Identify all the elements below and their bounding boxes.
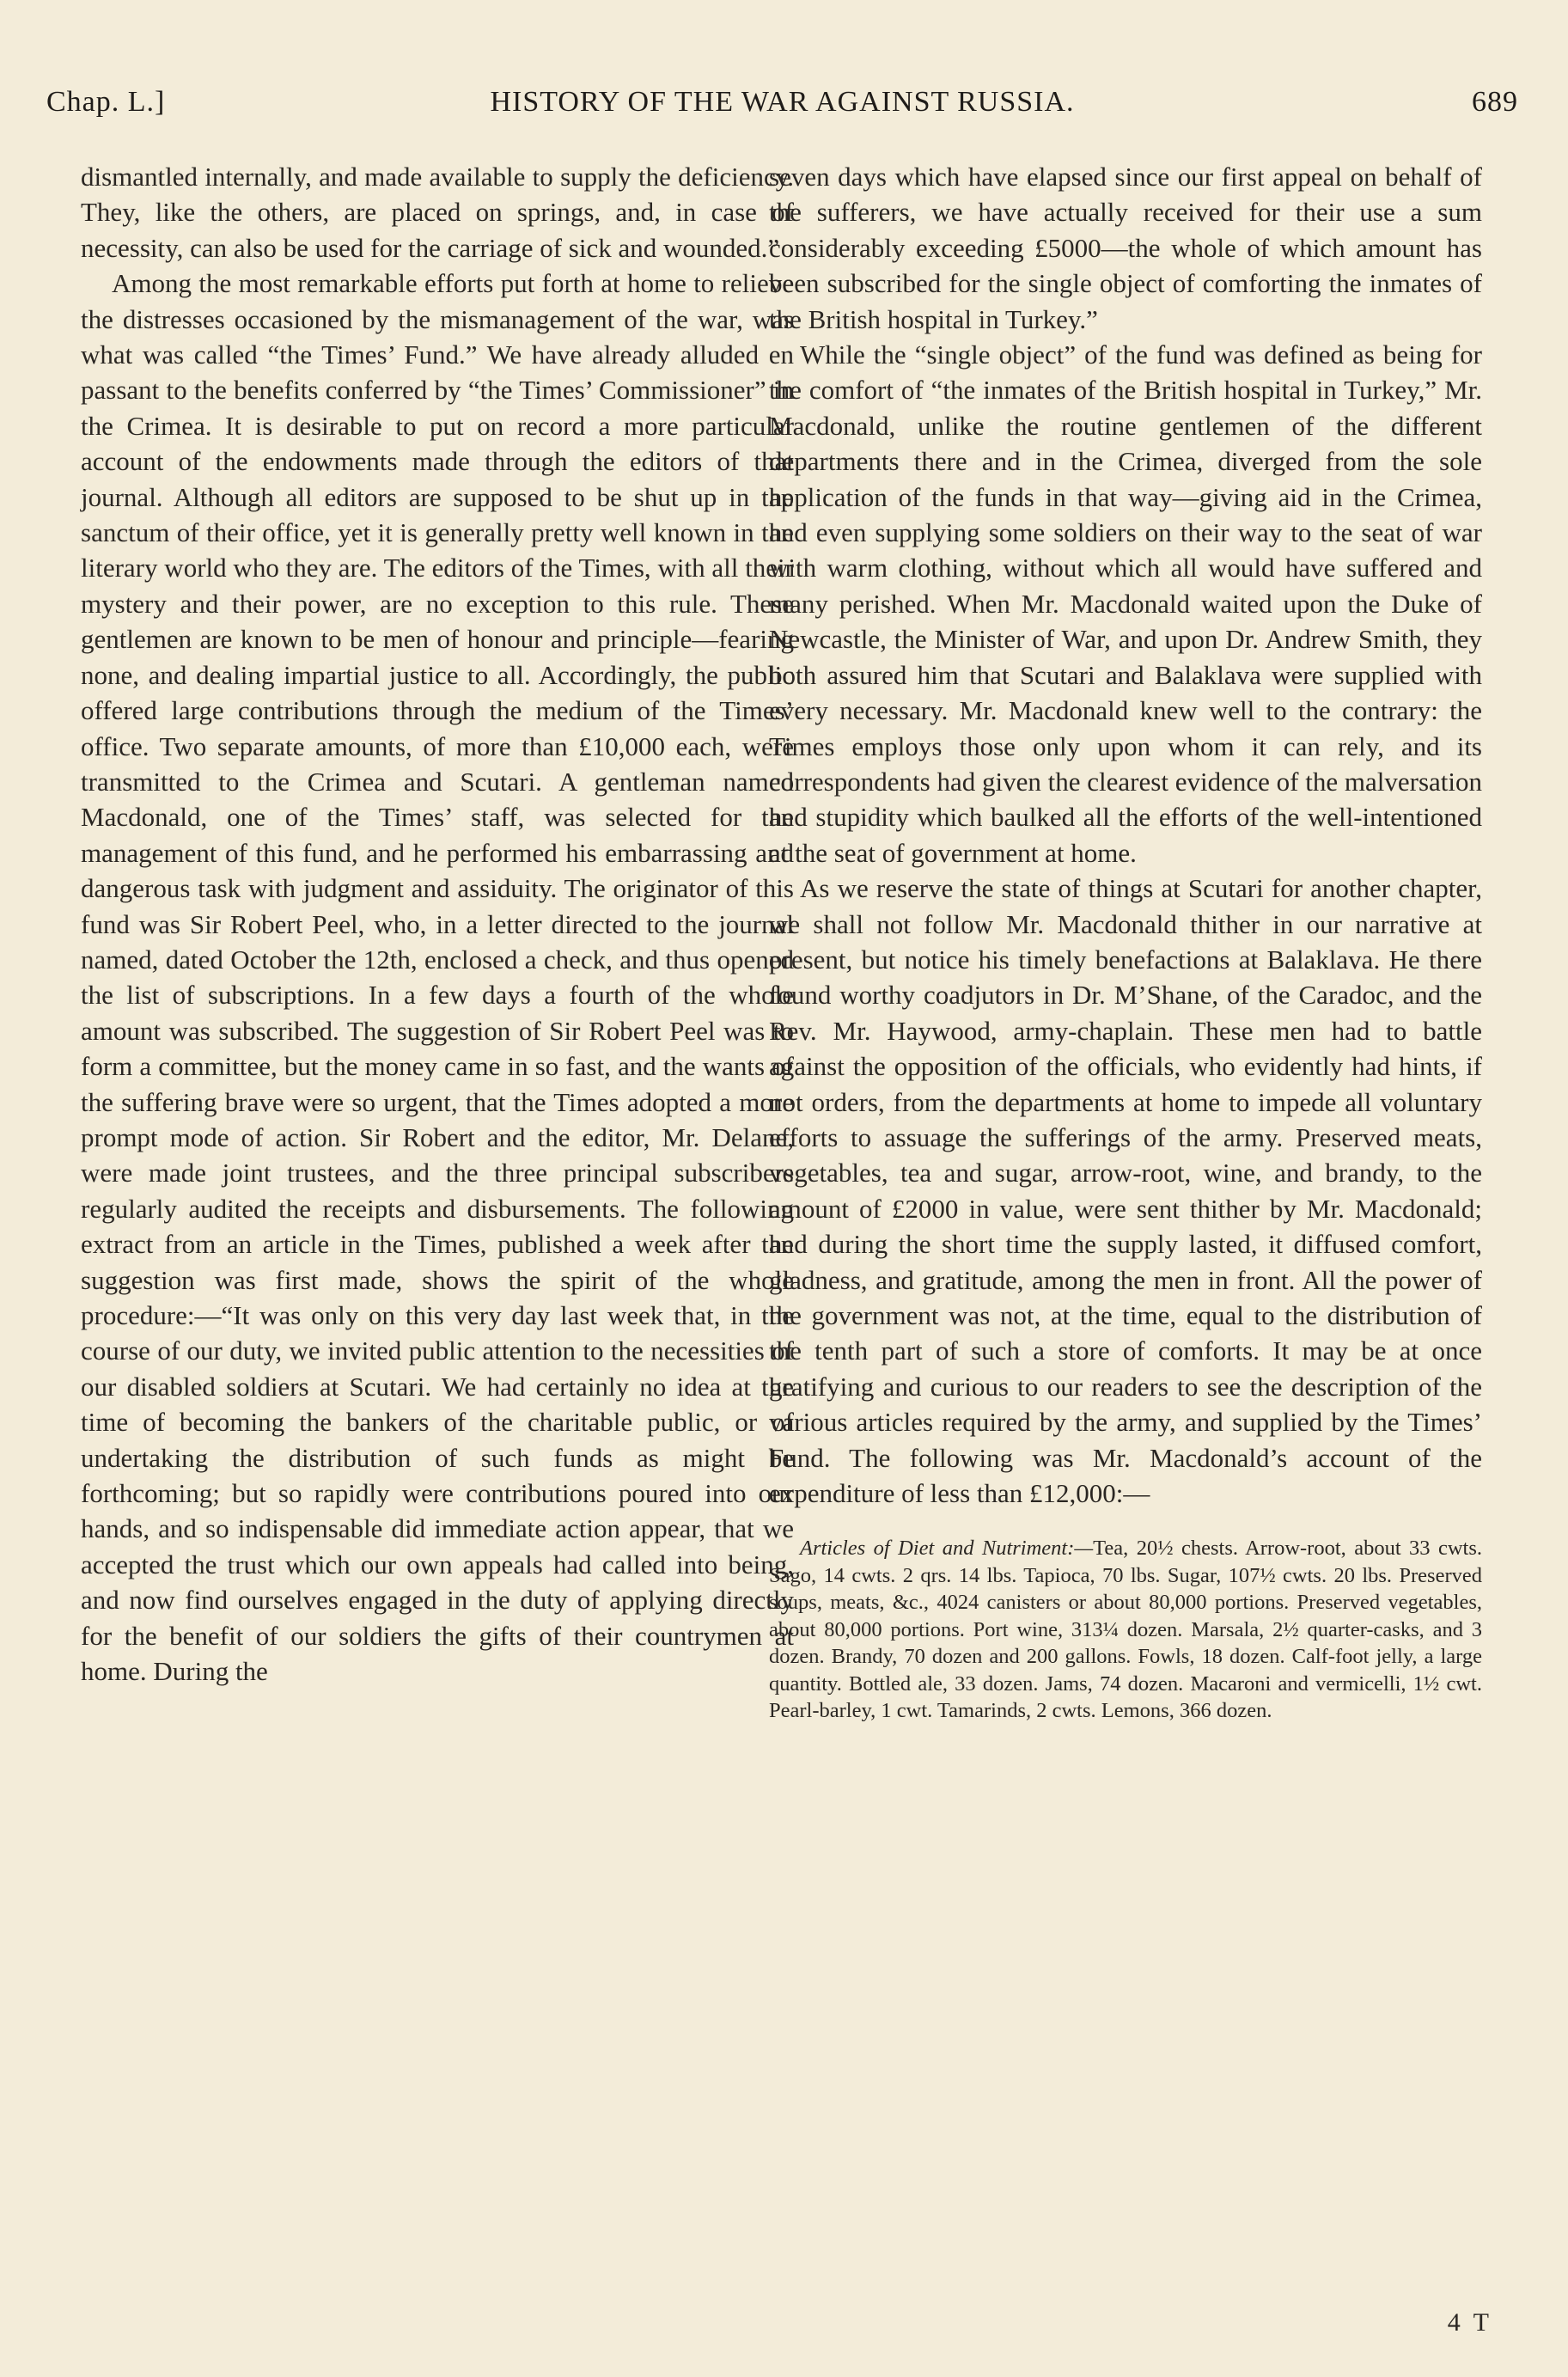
left-column [81, 159, 794, 1689]
paragraph: seven days which have elapsed since our first appeal on behalf of the sufferers, we have actually received for their use a sum considerably exceeding £5000—the whole of which amount has been subscribed for the single object of comforting the inmates of the British hospital in Turkey.” [769, 162, 1482, 334]
paragraph: As we reserve the state of things at Scutari for another chapter, we shall not follow Mr. Macdonald thither in our narrative at present, but notice his timely benefactions at Balaklava. He there found worthy coadjutors in Dr. M’Shane, of the Caradoc, and the Rev. Mr. Haywood, army-chaplain. These men had to battle against the opposition of the officials, who evidently had hints, if not orders, from the departments at home to impede all voluntary efforts to assuage the sufferings of the army. Preserved meats, vegetables, tea and sugar, arrow-root, wine, and brandy, to the amount of £2000 in value, were sent thither by Mr. Macdonald; and during the short time the supply lasted, it diffused comfort, gladness, and gratitude, among the men in front. All the power of the government was not, at the time, equal to the distribution of the tenth part of such a store of comforts. It may be at once gratifying and curious to our readers to see the description of the various articles required by the army, and supplied by the Times’ Fund. The following was Mr. Macdonald’s account of the expenditure of less than £12,000:— [769, 873, 1482, 1509]
page-number: 689 [1472, 86, 1518, 118]
supplies-list [769, 1535, 1482, 1725]
paragraph: While the “single object” of the fund was defined as being for the comfort of “the inmates of the British hospital in Turkey,” Mr. Macdonald, unlike the routine gentlemen of the different departments there and in the Crimea, diverged from the sole application of the funds in that way—giving aid in the Crimea, and even supplying some soldiers on their way to the seat of war with warm clothing, without which all would have suffered and many perished. When Mr. Macdonald waited upon the Duke of Newcastle, the Minister of War, and upon Dr. Andrew Smith, they both assured him that Scutari and Balaklava were supplied with every necessary. Mr. Macdonald knew well to the contrary: the Times employs those only upon whom it can rely, and its correspondents had given the clearest evidence of the malversation and stupidity which baulked all the efforts of the well-intentioned at the seat of government at home. [769, 339, 1482, 868]
right-column [769, 159, 1482, 1725]
list-text: Tea, 20½ chests. Arrow-root, about 33 cwts. Sago, 14 cwts. 2 qrs. 14 lbs. Tapioca, 70 lbs. Sugar, 107½ cwts. 20 lbs. Preserved soups, meats, &c., 4024 canisters or about 80,000 portions. Preserved vegetables, about 80,000 portions. Port wine, 313¼ dozen. Marsala, 2½ quarter-casks, and 3 dozen. Brandy, 70 dozen and 200 gallons. Fowls, 18 dozen. Calf-foot jelly, a large quantity. Bottled ale, 33 dozen. Jams, 74 dozen. Macaroni and vermicelli, 1½ cwt. Pearl-barley, 1 cwt. Tamarinds, 2 cwts. Lemons, 366 dozen. [769, 1537, 1482, 1723]
list-heading: Articles of Diet and Nutriment:— [800, 1537, 1094, 1561]
running-header [46, 86, 1518, 131]
chapter-label: Chap. L.] [46, 86, 166, 118]
paragraph: Among the most remarkable efforts put forth at home to relieve the distresses occasioned by the mismanagement of the war, was what was called “the Times’ Fund.” We have already alluded en passant to the benefits conferred by “the Times’ Commissioner” in the Crimea. It is desirable to put on record a more particular account of the endowments made through the editors of that journal. Although all editors are supposed to be shut up in the sanctum of their office, yet it is generally pretty well known in the literary world who they are. The editors of the Times, with all their mystery and their power, are no exception to this rule. These gentlemen are known to be men of honour and principle—fearing none, and dealing impartial justice to all. Accordingly, the public offered large contributions through the medium of the Times’ office. Two separate amounts, of more than £10,000 each, were transmitted to the Crimea and Scutari. A gentleman named Macdonald, one of the Times’ staff, was selected for the management of this fund, and he performed his embarrassing and dangerous task with judgment and assiduity. The originator of this fund was Sir Robert Peel, who, in a letter directed to the journal named, dated October the 12th, enclosed a check, and thus opened the list of subscriptions. In a few days a fourth of the whole amount was subscribed. The suggestion of Sir Robert Peel was to form a committee, but the money came in so fast, and the wants of the suffering brave were so urgent, that the Times adopted a more prompt mode of action. Sir Robert and the editor, Mr. Delane, were made joint trustees, and the three principal subscribers regularly audited the receipts and disbursements. The following extract from an article in the Times, published a week after the suggestion was first made, shows the spirit of the whole procedure:—“It was only on this very day last week that, in the course of our duty, we invited public attention to the necessities of our disabled soldiers at Scutari. We had certainly no idea at the time of becoming the bankers of the charitable public, or of undertaking the distribution of such funds as might be forthcoming; but so rapidly were contributions poured into our hands, and so indispensable did immediate action appear, that we accepted the trust which our own appeals had called into being, and now find ourselves engaged in the duty of applying directly for the benefit of our soldiers the gifts of their countrymen at home. During the [81, 268, 794, 1687]
running-title: HISTORY OF THE WAR AGAINST RUSSIA. [490, 86, 1075, 118]
paragraph: dismantled internally, and made available to supply the deficiency. They, like the others, are placed on springs, and, in case of necessity, can also be used for the carriage of sick and wounded.” [81, 162, 794, 263]
signature-mark: 4 T [1447, 2308, 1492, 2337]
